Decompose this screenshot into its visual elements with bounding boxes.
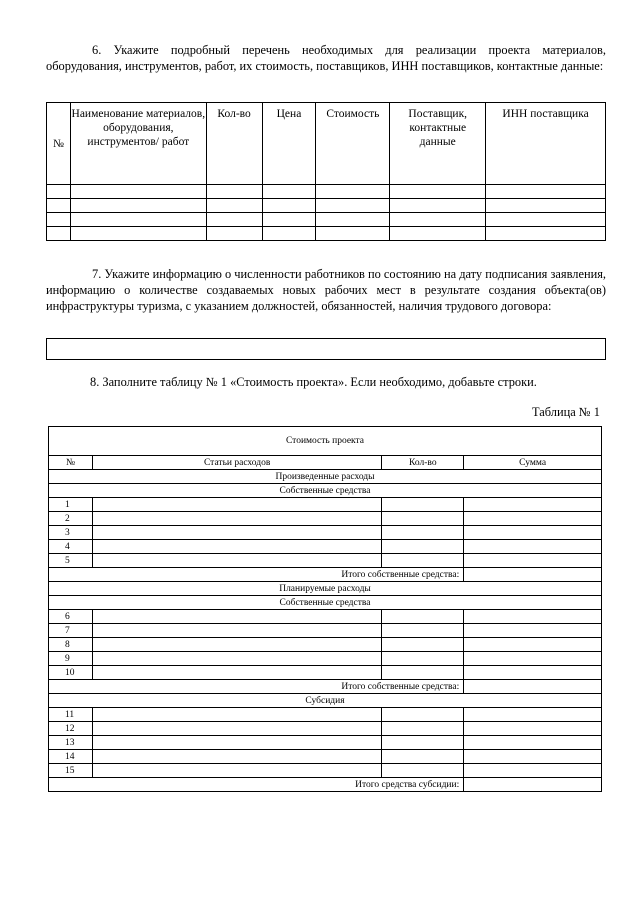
- table-row[interactable]: 7: [49, 624, 602, 638]
- table-row[interactable]: 13: [49, 736, 602, 750]
- total-subsidy-value[interactable]: [464, 778, 602, 792]
- col-name: Наименование материалов, оборудования, инструментов/ работ: [70, 103, 206, 185]
- table-row[interactable]: 15: [49, 764, 602, 778]
- col-supplier: Поставщик, контактные данные: [390, 103, 486, 185]
- table-row[interactable]: [47, 199, 606, 213]
- total-own-funds-value[interactable]: [464, 680, 602, 694]
- table-row[interactable]: 9: [49, 652, 602, 666]
- table-row[interactable]: 14: [49, 750, 602, 764]
- table-row[interactable]: [47, 227, 606, 241]
- subsection-subsidy: Субсидия: [49, 694, 602, 708]
- col-qty: Кол-во: [206, 103, 262, 185]
- section-7-text: 7. Укажите информацию о численности работников по состоянию на дату подписания заявления, информацию о количестве создаваемых новых рабочих мест в результате создания объекта(ов) инфраструктуры туризма, с указанием должностей, обязанностей, наличия трудового договора:: [46, 267, 606, 313]
- total-own-funds-value[interactable]: [464, 568, 602, 582]
- subsection-own-funds: Собственные средства: [49, 484, 602, 498]
- col-qty: Кол-во: [382, 456, 464, 470]
- table-row[interactable]: [47, 185, 606, 199]
- table-row[interactable]: 1: [49, 498, 602, 512]
- table-row[interactable]: 6: [49, 610, 602, 624]
- table-row[interactable]: [47, 213, 606, 227]
- employees-answer-box[interactable]: [46, 338, 606, 360]
- table-row[interactable]: 3: [49, 526, 602, 540]
- subsection-own-funds: Собственные средства: [49, 596, 602, 610]
- col-number: №: [47, 103, 71, 185]
- total-own-funds-label: Итого собственные средства:: [49, 568, 464, 582]
- total-subsidy-label: Итого средства субсидии:: [49, 778, 464, 792]
- table-row[interactable]: 4: [49, 540, 602, 554]
- project-cost-table: [48, 426, 602, 792]
- table-row[interactable]: 5: [49, 554, 602, 568]
- table-row[interactable]: 11: [49, 708, 602, 722]
- section-6-text: 6. Укажите подробный перечень необходимых для реализации проекта материалов, оборудования, инструментов, работ, их стоимость, поставщиков, ИНН поставщиков, контактные данные:: [46, 43, 606, 73]
- section-produced: Произведенные расходы: [49, 470, 602, 484]
- table-row[interactable]: 12: [49, 722, 602, 736]
- table-row[interactable]: 2: [49, 512, 602, 526]
- col-inn: ИНН поставщика: [486, 103, 606, 185]
- section-planned: Планируемые расходы: [49, 582, 602, 596]
- col-expense-item: Статьи расходов: [92, 456, 381, 470]
- table-label: Таблица № 1: [532, 405, 600, 419]
- table-title: Стоимость проекта: [49, 427, 602, 456]
- col-number: №: [49, 456, 93, 470]
- col-cost: Стоимость: [316, 103, 390, 185]
- total-own-funds-label: Итого собственные средства:: [49, 680, 464, 694]
- table-row[interactable]: 10: [49, 666, 602, 680]
- col-sum: Сумма: [464, 456, 602, 470]
- section-8-text: 8. Заполните таблицу № 1 «Стоимость проекта». Если необходимо, добавьте строки.: [90, 375, 537, 389]
- col-price: Цена: [262, 103, 316, 185]
- materials-table: [46, 102, 606, 241]
- table-row[interactable]: 8: [49, 638, 602, 652]
